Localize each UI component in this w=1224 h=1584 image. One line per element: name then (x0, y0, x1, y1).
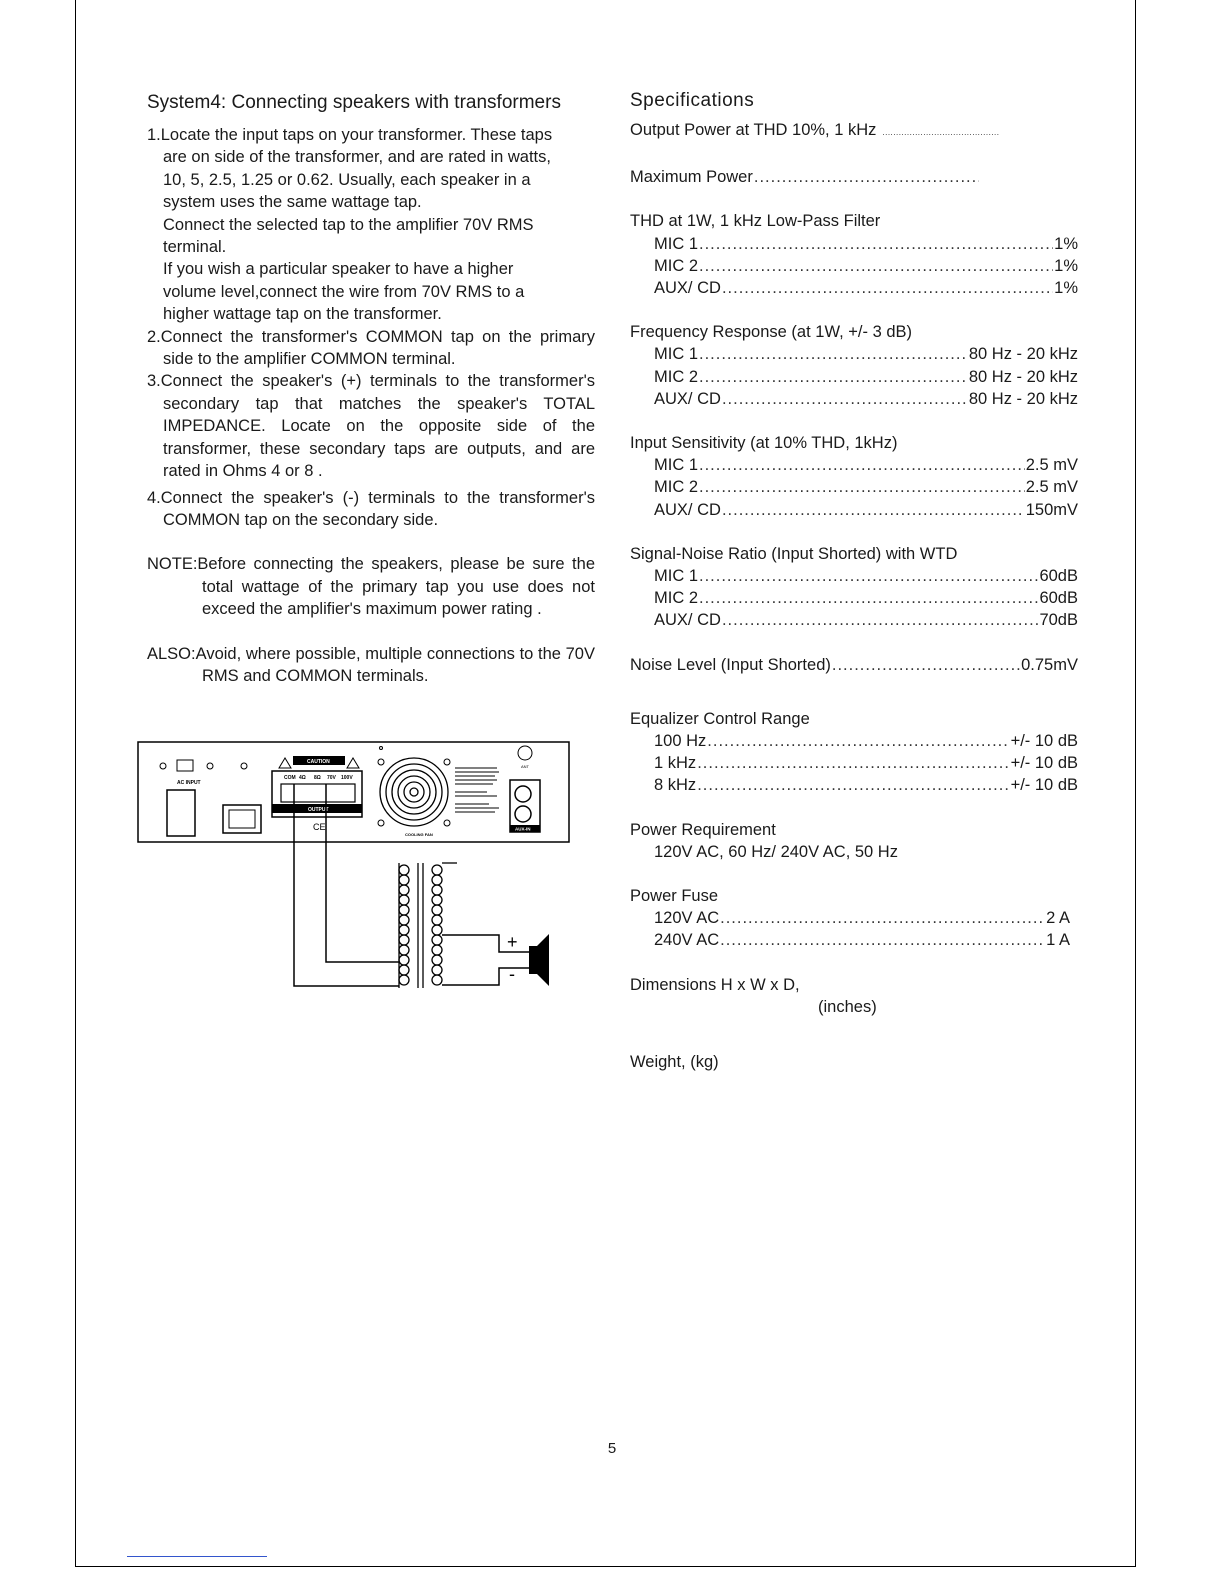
spec-value: +/- 10 dB (1010, 754, 1078, 773)
step-1-line: 10, 5, 2.5, 1.25 or 0.62. Usually, each speaker in a (163, 170, 531, 189)
equalizer-heading: Equalizer Control Range (630, 709, 810, 728)
step-1-line: higher wattage tap on the transformer. (163, 305, 442, 324)
step-1-line: terminal. (163, 238, 227, 257)
spec-value: 1 A (1046, 931, 1070, 950)
thd-group (630, 210, 1078, 299)
spec-value: 150mV (1025, 500, 1078, 519)
spec-label: MIC 1 (654, 567, 699, 586)
spec-value: 80 Hz - 20 kHz (968, 345, 1078, 364)
specifications-column (630, 88, 1078, 1095)
spec-value: +/- 10 dB (1010, 776, 1078, 795)
spec-row (630, 454, 1078, 476)
frequency-response-heading: Frequency Response (at 1W, +/- 3 dB) (630, 323, 913, 342)
maximum-power-label: Maximum Power (630, 168, 753, 187)
spec-label: 8 kHz (654, 776, 697, 795)
spec-label: MIC 2 (654, 256, 699, 275)
step-4: 4.Connect the speaker's (-) terminals to the transformer's COMMON tap on the secondary side. (147, 488, 595, 529)
snr-heading: Signal-Noise Ratio (Input Shorted) with WTD (630, 544, 958, 563)
spec-value: 60dB (1039, 567, 1078, 586)
input-sensitivity-heading: Input Sensitivity (at 10% THD, 1kHz) (630, 434, 898, 453)
spec-value: 60dB (1039, 589, 1078, 608)
spec-label: MIC 1 (654, 234, 699, 253)
frequency-response-group (630, 321, 1078, 410)
spec-value: 1% (1054, 279, 1078, 298)
output-power-label: Output Power at THD 10%, 1 kHz (630, 121, 877, 139)
spec-value: 1% (1054, 234, 1078, 253)
noise-level-group (630, 654, 1078, 676)
spec-row (630, 255, 1078, 277)
weight-group (630, 1051, 1078, 1073)
equalizer-group (630, 708, 1078, 797)
spec-row (630, 907, 1078, 929)
section-title: System4: Connecting speakers with transformers (147, 92, 561, 113)
specifications-title: Specifications (630, 90, 755, 111)
spec-label: MIC 1 (654, 456, 699, 475)
maximum-power-group (630, 166, 1078, 188)
dimensions-unit: (inches) (818, 997, 877, 1016)
terminal-com: COM (284, 775, 296, 781)
spec-label: AUX/ CD (654, 389, 721, 408)
spec-value: 80 Hz - 20 kHz (968, 367, 1078, 386)
terminal-100v: 100V (341, 775, 353, 781)
terminal-4ohm: 4Ω (299, 775, 306, 781)
spec-row (630, 366, 1078, 388)
weight-label: Weight, (kg) (630, 1053, 719, 1072)
spec-row (630, 587, 1078, 609)
thd-heading: THD at 1W, 1 kHz Low-Pass Filter (630, 212, 881, 231)
step-1 (147, 124, 595, 146)
amplifier-rear-panel (138, 742, 569, 842)
wiring-diagram (137, 738, 577, 998)
output-label: OUTPUT (308, 807, 329, 813)
aux-in-label: AUX-IN (515, 826, 531, 832)
caution-label: CAUTION (307, 759, 330, 765)
cooling-fan-label: COOLING FAN (405, 832, 433, 837)
noise-level-value: 0.75mV (1021, 655, 1078, 674)
power-requirement-value: 120V AC, 60 Hz/ 240V AC, 50 Hz (654, 842, 898, 861)
power-fuse-heading: Power Fuse (630, 887, 719, 906)
step-1-line: are on side of the transformer, and are rated in watts, (163, 148, 551, 167)
spec-value: 2 A (1046, 909, 1070, 928)
spec-label: 120V AC (654, 909, 720, 928)
ac-input-label: AC INPUT (177, 780, 201, 786)
step-1-line: volume level,connect the wire from 70V RMS to a (163, 282, 525, 301)
power-requirement-group (630, 819, 1078, 863)
minus-sign: - (509, 964, 515, 984)
page-number: 5 (607, 1440, 617, 1457)
terminal-70v: 70V (327, 775, 336, 781)
spec-value: 2.5 mV (1025, 456, 1078, 475)
transformer (399, 863, 457, 988)
spec-label: 1 kHz (654, 754, 697, 773)
note: NOTE:Before connecting the speakers, please be sure the total wattage of the primary tap you use does not exceed the amplifier's maximum power rating . (147, 555, 595, 619)
spec-label: MIC 2 (654, 589, 699, 608)
step-1-line: system uses the same wattage tap. (163, 193, 422, 212)
spec-row (630, 609, 1078, 631)
power-fuse-group (630, 885, 1078, 952)
instructions-column (147, 90, 595, 687)
spec-row (630, 343, 1078, 365)
spec-row (630, 388, 1078, 410)
dimensions-group (630, 974, 1078, 1018)
spec-value: +/- 10 dB (1010, 732, 1078, 751)
noise-level-label: Noise Level (Input Shorted) (630, 655, 831, 674)
input-sensitivity-group (630, 432, 1078, 521)
ant-label: ANT (521, 764, 529, 769)
also-note: ALSO:Avoid, where possible, multiple connections to the 70V RMS and COMMON terminals. (147, 644, 595, 685)
spec-label: 100 Hz (654, 732, 707, 751)
spec-label: MIC 2 (654, 367, 699, 386)
spec-value: 2.5 mV (1025, 478, 1078, 497)
spec-row (630, 730, 1078, 752)
footer-line (127, 1556, 267, 1557)
spec-label: MIC 1 (654, 345, 699, 364)
step-1-line: If you wish a particular speaker to have a higher (163, 260, 514, 279)
terminal-8ohm: 8Ω (314, 775, 321, 781)
spec-row (630, 929, 1078, 951)
output-power-group (630, 119, 1078, 144)
spec-row (630, 774, 1078, 796)
step-3: 3.Connect the speaker's (+) terminals to the transformer's secondary tap that matches the speaker's TOTAL IMPEDANCE. Locate on the opposite side of the transformer, these secondary taps are outputs, and are rated in Ohms 4 or 8 . (147, 372, 595, 481)
spec-row (630, 565, 1078, 587)
spec-value: 1% (1054, 256, 1078, 275)
step-1-line: Connect the selected tap to the amplifier 70V RMS (163, 215, 534, 234)
spec-value: 80 Hz - 20 kHz (968, 389, 1078, 408)
spec-value: 70dB (1039, 611, 1078, 630)
step-2: 2.Connect the transformer's COMMON tap on the primary side to the amplifier COMMON terminal. (147, 327, 595, 369)
speaker-icon (529, 934, 549, 986)
speaker-minus-wire (442, 968, 529, 985)
spec-row (630, 233, 1078, 255)
spec-row (630, 752, 1078, 774)
power-requirement-heading: Power Requirement (630, 820, 776, 839)
step-1-line: 1.Locate the input taps on your transformer. These taps (147, 126, 553, 144)
spec-row (630, 277, 1078, 299)
spec-row (630, 654, 1078, 676)
spec-label: AUX/ CD (654, 279, 721, 298)
step-1-continued (147, 146, 595, 325)
spec-row (630, 476, 1078, 498)
spec-label: AUX/ CD (654, 500, 721, 519)
spec-label: 240V AC (654, 931, 720, 950)
spec-row (630, 499, 1078, 521)
dimensions-label: Dimensions H x W x D, (630, 975, 800, 994)
ce-mark: CE (313, 822, 326, 832)
snr-group (630, 543, 1078, 632)
spec-label: MIC 2 (654, 478, 699, 497)
spec-label: AUX/ CD (654, 611, 721, 630)
plus-sign: + (507, 932, 518, 952)
